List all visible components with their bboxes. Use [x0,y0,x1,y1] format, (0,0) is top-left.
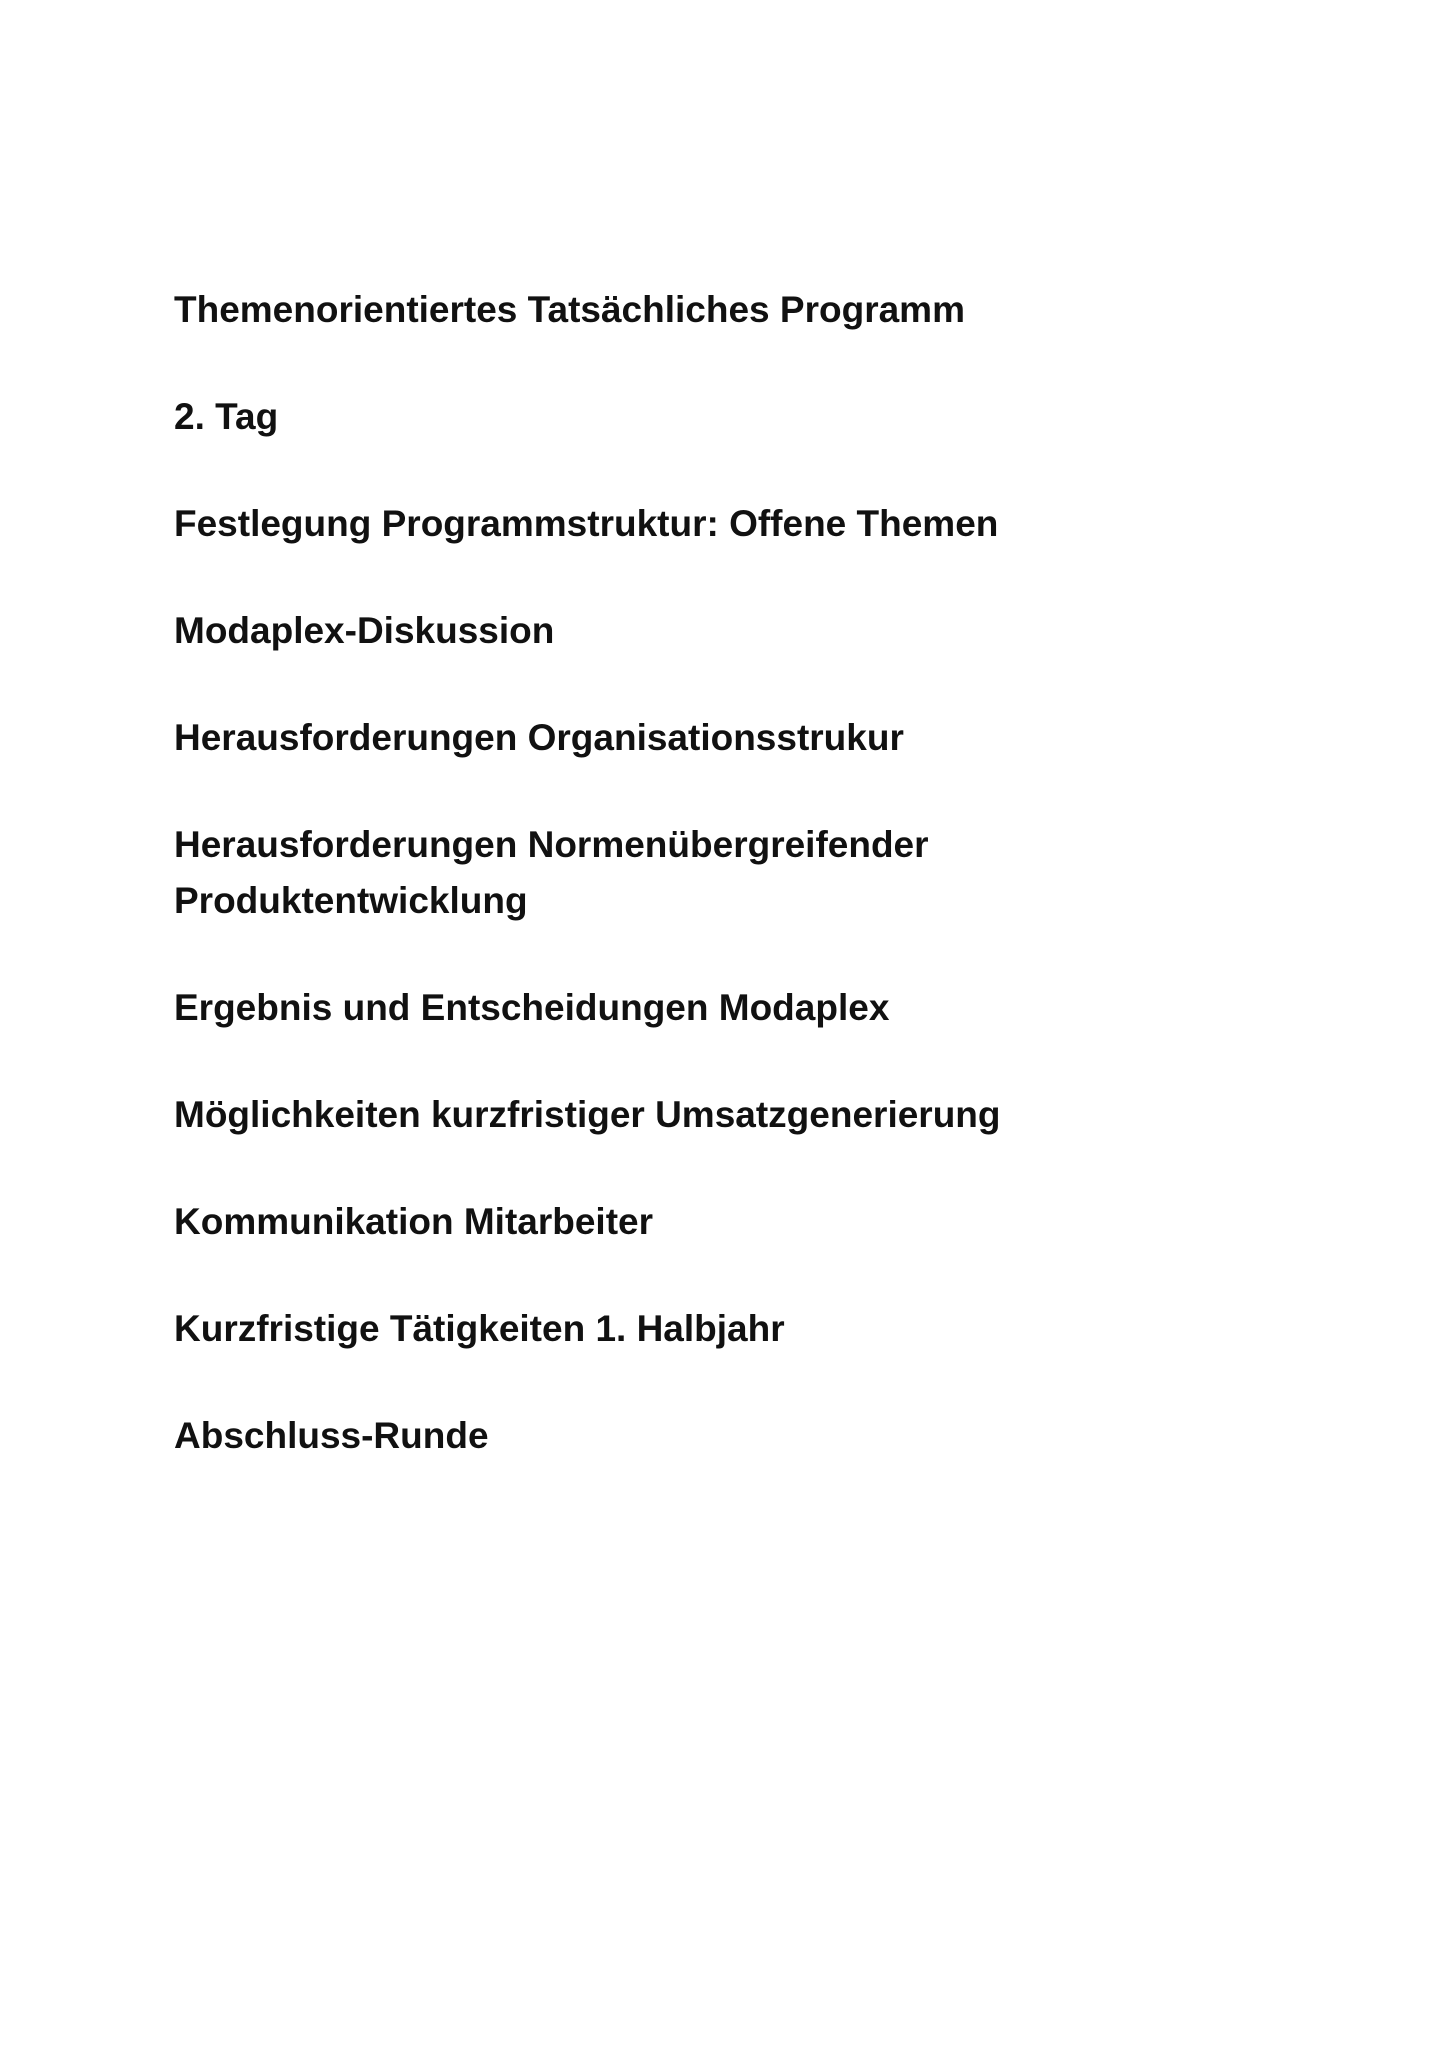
agenda-item: Kommunikation Mitarbeiter [174,1201,653,1242]
agenda-item: Herausforderungen Organisationsstrukur [174,717,904,758]
agenda-item: Möglichkeiten kurzfristiger Umsatzgenerierung [174,1094,1001,1135]
agenda-item: Abschluss-Runde [174,1415,489,1456]
agenda-item: Herausforderungen Normenübergreifender [174,824,929,865]
agenda-item: Festlegung Programmstruktur: Offene Themen [174,503,999,544]
agenda-item: Modaplex-Diskussion [174,610,555,651]
document-content [174,282,1324,1464]
agenda-item: Ergebnis und Entscheidungen Modaplex [174,987,890,1028]
agenda-item-continuation: Produktentwicklung [174,880,528,921]
day-heading: 2. Tag [174,396,279,437]
document-title: Themenorientiertes Tatsächliches Programm [174,289,965,330]
agenda-item: Kurzfristige Tätigkeiten 1. Halbjahr [174,1308,785,1349]
